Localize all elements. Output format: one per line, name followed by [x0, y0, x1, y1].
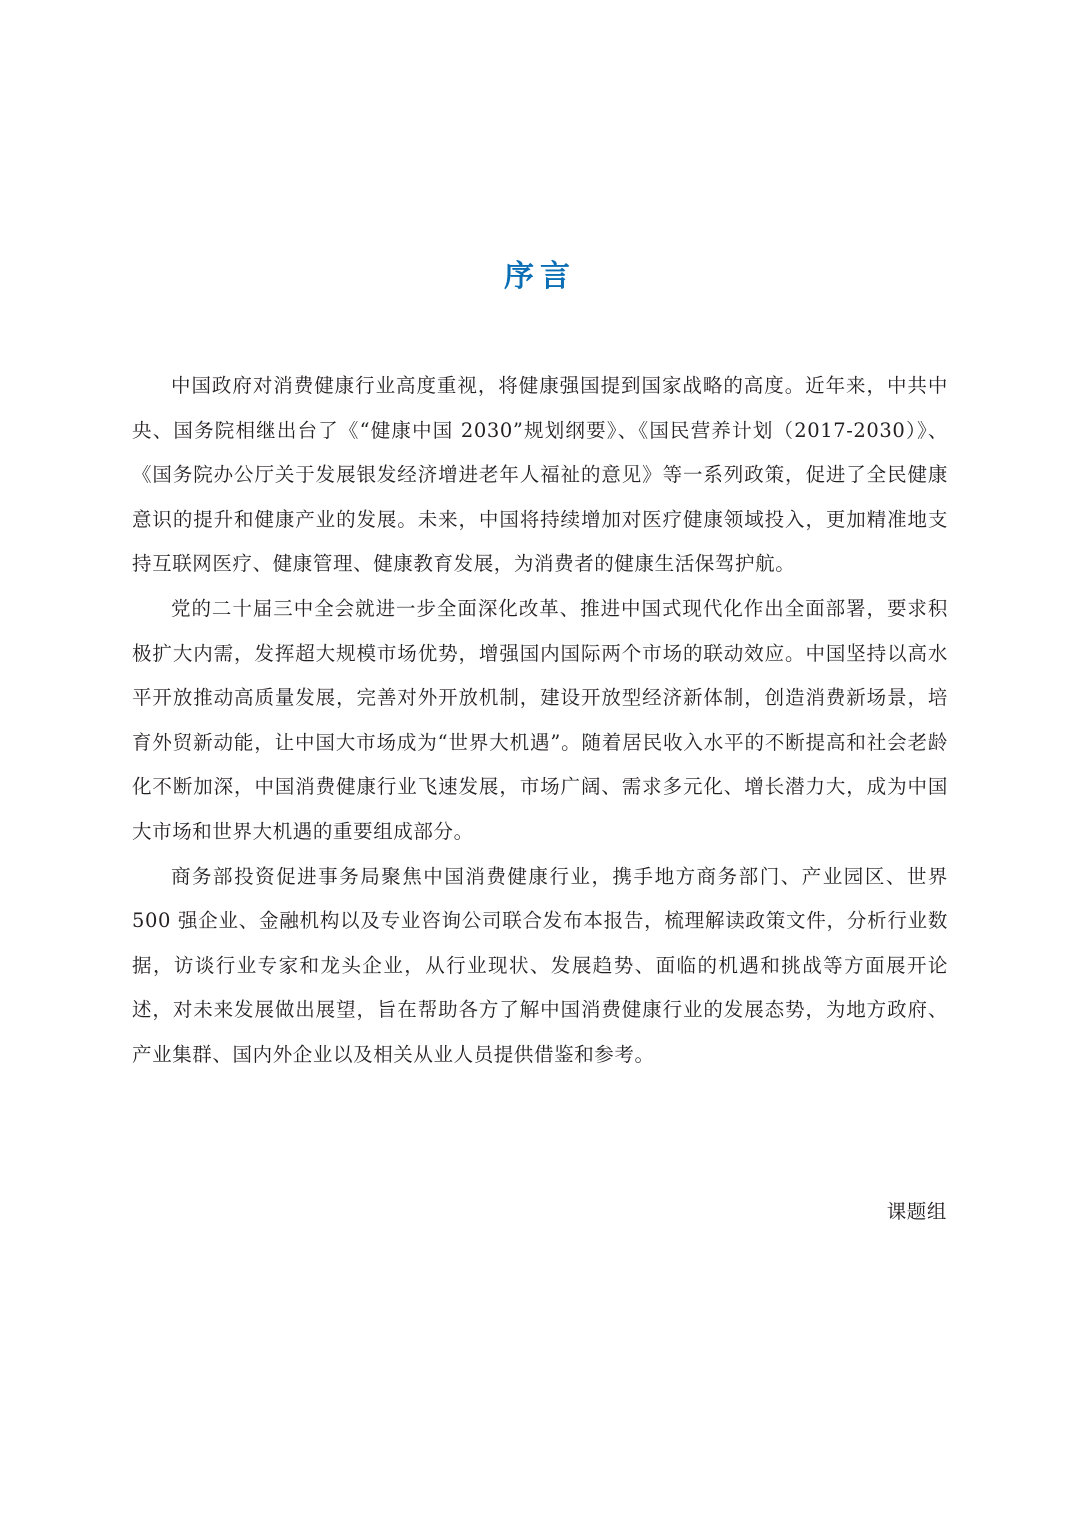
signature: 课题组: [886, 1200, 947, 1223]
preface-body: [132, 364, 948, 1078]
paragraph-1: 中国政府对消费健康行业高度重视，将健康强国提到国家战略的高度。近年来，中共中央、国务院相继出台了《“健康中国 2030”规划纲要》、《国民营养计划（2017-2030）》、《国务院办公厅关于发展银发经济增进老年人福祉的意见》等一系列政策，促进了全民健康意识的提升和健康产业的发展。未来，中国将持续增加对医疗健康领域投入，更加精准地支持互联网医疗、健康管理、健康教育发展，为消费者的健康生活保驾护航。: [132, 374, 948, 576]
page-title: 序言: [504, 259, 576, 295]
paragraph-2: 党的二十届三中全会就进一步全面深化改革、推进中国式现代化作出全面部署，要求积极扩大内需，发挥超大规模市场优势，增强国内国际两个市场的联动效应。中国坚持以高水平开放推动高质量发展，完善对外开放机制，建设开放型经济新体制，创造消费新场景，培育外贸新动能，让中国大市场成为“世界大机遇”。随着居民收入水平的不断提高和社会老龄化不断加深，中国消费健康行业飞速发展，市场广阔、需求多元化、增长潜力大，成为中国大市场和世界大机遇的重要组成部分。: [132, 596, 948, 843]
paragraph-3: 商务部投资促进事务局聚焦中国消费健康行业，携手地方商务部门、产业园区、世界 500 强企业、金融机构以及专业咨询公司联合发布本报告，梳理解读政策文件，分析行业数据，访谈行业专家和龙头企业，从行业现状、发展趋势、面临的机遇和挑战等方面展开论述，对未来发展做出展望，旨在帮助各方了解中国消费健康行业的发展态势，为地方政府、产业集群、国内外企业以及相关从业人员提供借鉴和参考。: [132, 864, 948, 1066]
